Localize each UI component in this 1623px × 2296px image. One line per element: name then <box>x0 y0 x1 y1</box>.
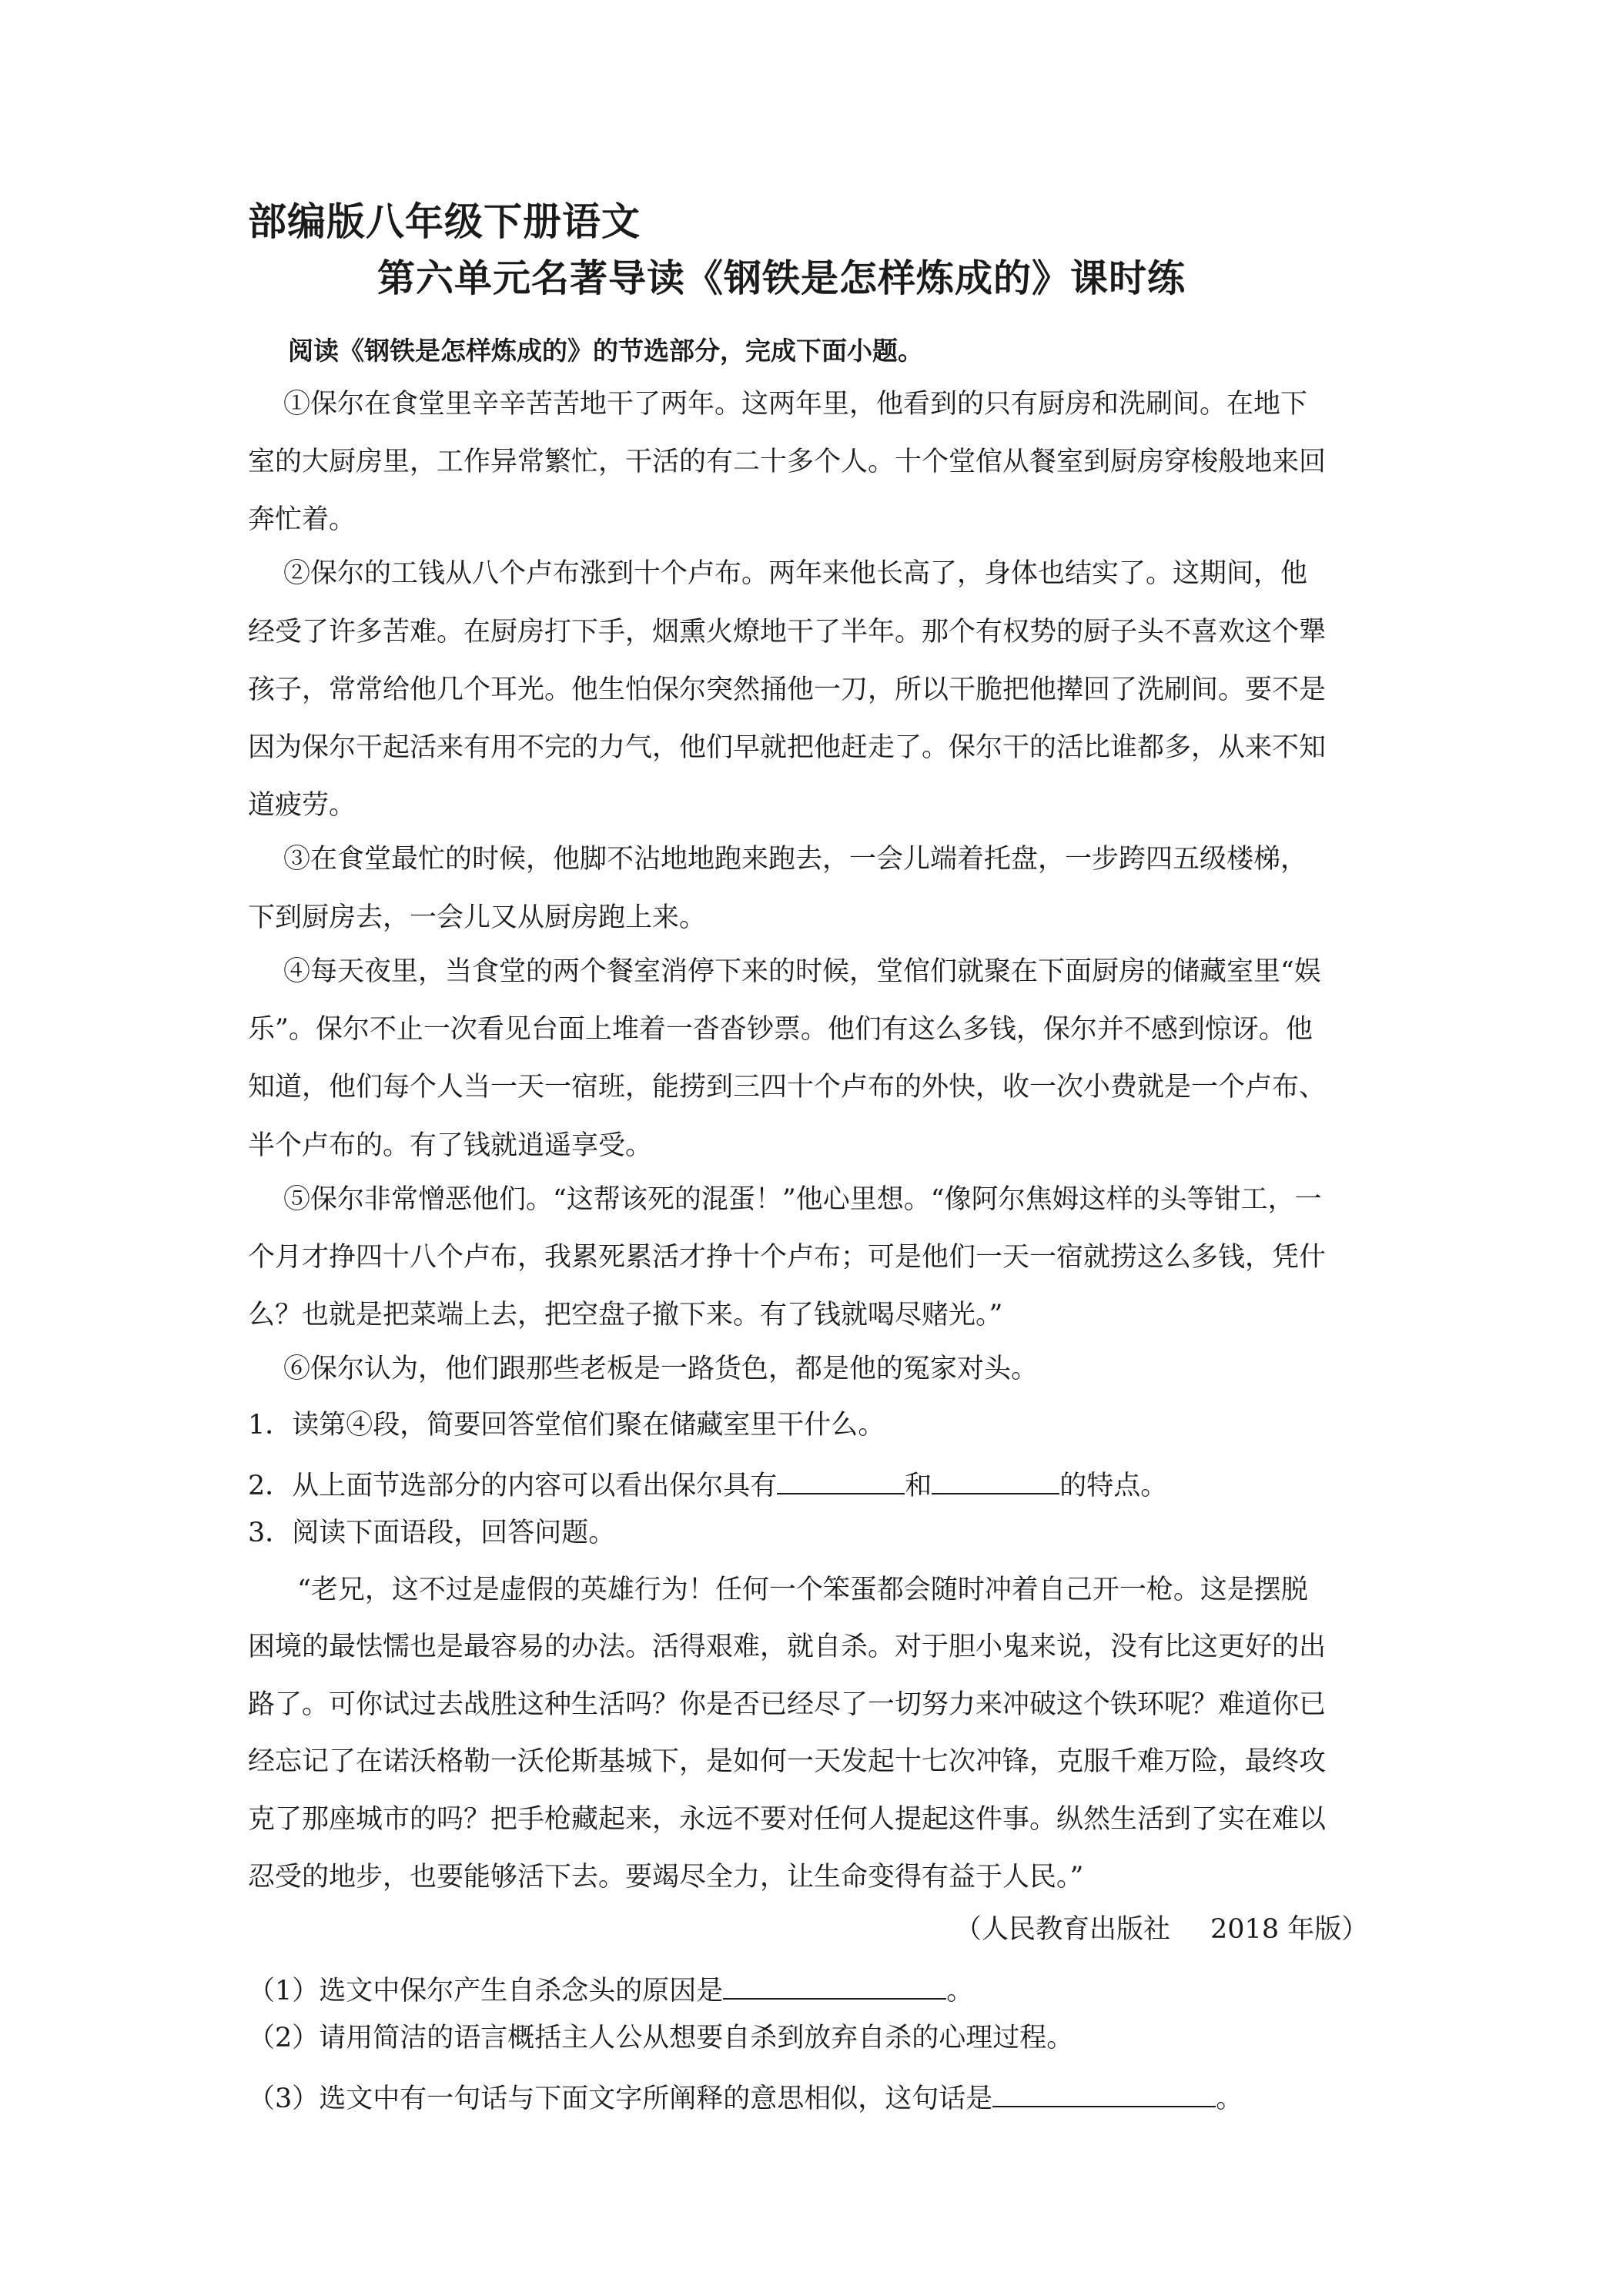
passage-p4-line: 知道，他们每个人当一天一宿班，能捞到三四十个卢布的外快，收一次小费就是一个卢布、 <box>248 1072 1327 1103</box>
passage-p2-line: 孩子，常常给他几个耳光。他生怕保尔突然捅他一刀，所以干脆把他撵回了洗刷间。要不是 <box>248 674 1327 705</box>
title-line-2: 第六单元名著导读《钢铁是怎样炼成的》课时练 <box>377 256 1186 300</box>
passage-p4-line: 半个卢布的。有了钱就逍遥享受。 <box>248 1130 653 1161</box>
source-citation <box>955 1916 1368 1943</box>
question-2 <box>248 1466 1167 1500</box>
passage-p5-line: 个月才挣四十八个卢布，我累死累活才挣十个卢布；可是他们一天一宿就捞这么多钱，凭什 <box>248 1242 1327 1273</box>
passage-p5-line: 么？也就是把菜端上去，把空盘子撤下来。有了钱就喝尽赌光。” <box>248 1300 1003 1330</box>
subquestion-3 <box>248 2079 1243 2113</box>
subquestion-1 <box>248 1971 973 2005</box>
quote-line: “老兄，这不过是虚假的英雄行为！任何一个笨蛋都会随时冲着自己开一枪。这是摆脱 <box>297 1575 1308 1605</box>
question-2-prefix: 2．从上面节选部分的内容可以看出保尔具有 <box>248 1471 778 1501</box>
answer-blank[interactable] <box>992 2079 1216 2107</box>
subquestion-3-suffix: 。 <box>1216 2083 1243 2114</box>
passage-p1-line: 奔忙着。 <box>248 504 356 535</box>
answer-blank[interactable] <box>723 1971 946 2000</box>
quote-line: 忍受的地步，也要能够活下去。要竭尽全力，让生命变得有益于人民。” <box>248 1862 1084 1893</box>
passage-p3-line: ③在食堂最忙的时候，他脚不沾地地跑来跑去，一会儿端着托盘，一步跨四五级楼梯， <box>283 844 1308 875</box>
passage-p5-line: ⑤保尔非常憎恶他们。“这帮该死的混蛋！”他心里想。“像阿尔焦姆这样的头等钳工，一 <box>283 1184 1322 1215</box>
passage-p4-line: 乐”。保尔不止一次看见台面上堆着一沓沓钞票。他们有这么多钱，保尔并不感到惊讶。他 <box>248 1014 1313 1045</box>
passage-p2-line: 经受了许多苦难。在厨房打下手，烟熏火燎地干了半年。那个有权势的厨子头不喜欢这个犟 <box>248 617 1327 648</box>
passage-p1-line: 室的大厨房里，工作异常繁忙，干活的有二十多个人。十个堂倌从餐室到厨房穿梭般地来回 <box>248 447 1327 477</box>
reading-instruction: 阅读《钢铁是怎样炼成的》的节选部分，完成下面小题。 <box>288 336 923 366</box>
passage-p1-line: ①保尔在食堂里辛辛苦苦地干了两年。这两年里，他看到的只有厨房和洗刷间。在地下 <box>283 389 1308 420</box>
title-line-1: 部编版八年级下册语文 <box>248 199 641 244</box>
passage-p6-line: ⑥保尔认为，他们跟那些老板是一路货色，都是他的冤家对头。 <box>283 1354 1039 1384</box>
question-2-mid: 和 <box>905 1471 932 1501</box>
subquestion-1-prefix: （1）选文中保尔产生自杀念头的原因是 <box>248 1976 724 2006</box>
quote-line: 克了那座城市的吗？把手枪藏起来，永远不要对任何人提起这件事。纵然生活到了实在难以 <box>248 1804 1327 1835</box>
passage-p2-line: ②保尔的工钱从八个卢布涨到十个卢布。两年来他长高了，身体也结实了。这期间，他 <box>283 558 1308 589</box>
passage-p3-line: 下到厨房去，一会儿又从厨房跑上来。 <box>248 902 707 933</box>
source-publisher: （人民教育出版社 <box>955 1914 1171 1945</box>
subquestion-2: （2）请用简洁的语言概括主人公从想要自杀到放弃自杀的心理过程。 <box>248 2023 1074 2053</box>
quote-line: 困境的最怯懦也是最容易的办法。活得艰难，就自杀。对于胆小鬼来说，没有比这更好的出 <box>248 1632 1327 1662</box>
passage-p2-line: 道疲劳。 <box>248 790 356 821</box>
question-3: 3．阅读下面语段，回答问题。 <box>248 1518 616 1548</box>
question-1: 1．读第④段，简要回答堂倌们聚在储藏室里干什么。 <box>248 1410 885 1441</box>
source-year: 2018 年版） <box>1210 1914 1369 1945</box>
answer-blank[interactable] <box>777 1466 905 1494</box>
quote-line: 路了。可你试过去战胜这种生活吗？你是否已经尽了一切努力来冲破这个铁环呢？难道你已 <box>248 1689 1327 1720</box>
quote-line: 经忘记了在诺沃格勒一沃伦斯基城下，是如何一天发起十七次冲锋，克服千难万险，最终攻 <box>248 1746 1327 1777</box>
question-2-suffix: 的特点。 <box>1059 1471 1168 1501</box>
answer-blank[interactable] <box>932 1466 1059 1494</box>
passage-p4-line: ④每天夜里，当食堂的两个餐室消停下来的时候，堂倌们就聚在下面厨房的储藏室里“娱 <box>283 956 1321 987</box>
subquestion-3-prefix: （3）选文中有一句话与下面文字所阐释的意思相似，这句话是 <box>248 2083 993 2114</box>
subquestion-1-suffix: 。 <box>946 1976 974 2006</box>
passage-p2-line: 因为保尔干起活来有用不完的力气，他们早就把他赶走了。保尔干的活比谁都多，从来不知 <box>248 732 1327 763</box>
